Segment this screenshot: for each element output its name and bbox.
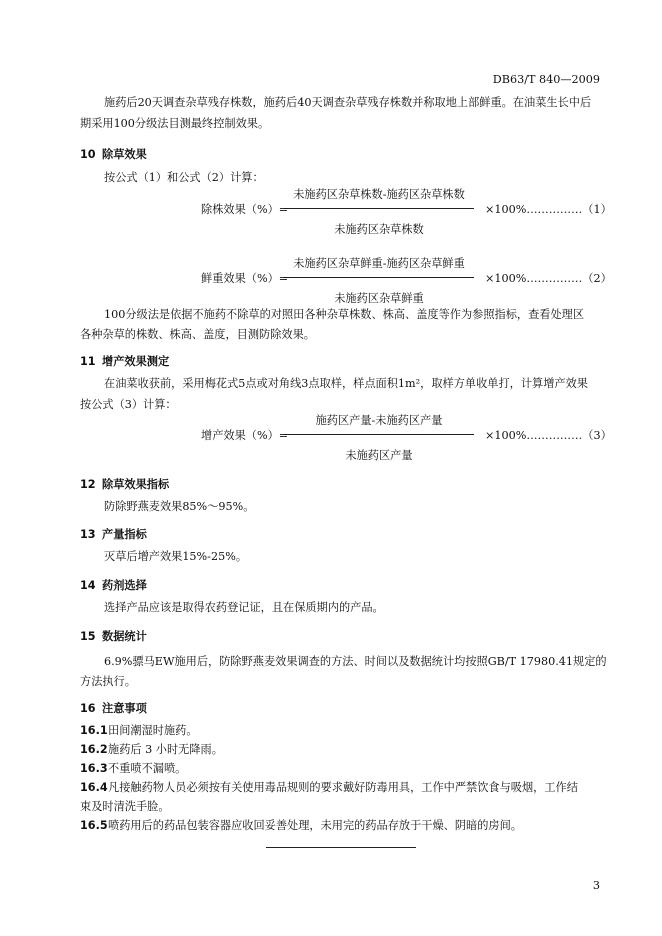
f2-label: 鲜重效果（%）= [201, 272, 289, 285]
item-number: 16.4 [80, 781, 108, 794]
section-title: 增产效果测定 [102, 355, 170, 368]
f1-tail: ×100%……………（1） [485, 203, 612, 216]
section-heading-15 [80, 628, 147, 644]
section-heading-14 [80, 577, 147, 593]
list-item [80, 816, 522, 836]
section-title: 数据统计 [102, 630, 147, 643]
section-number: 11 [80, 355, 96, 368]
list-item [80, 778, 578, 798]
section-heading-13 [80, 526, 147, 542]
section-number: 14 [80, 579, 96, 592]
f3-fraction-bar [284, 434, 474, 435]
f2-numerator: 未施药区杂草鲜重-施药区杂草鲜重 [293, 257, 465, 270]
item-text: 喷药用后的药品包装容器应收回妥善处理，未用完的药品存放于干燥、阴暗的房间。 [108, 819, 522, 832]
section-title: 除草效果 [102, 148, 147, 161]
section-number: 10 [80, 148, 96, 161]
section-title: 产量指标 [102, 528, 147, 541]
item-number: 16.2 [80, 743, 108, 756]
item-text: 田间潮湿时施药。 [108, 724, 198, 737]
section-number: 16 [80, 702, 96, 715]
item-text: 施药后 3 小时无降雨。 [108, 743, 223, 756]
f3-denominator: 未施药区产量 [345, 449, 413, 462]
f1-numerator: 未施药区杂草株数-施药区杂草株数 [293, 188, 465, 201]
section-heading-11 [80, 353, 169, 369]
f3-label: 增产效果（%）= [201, 429, 289, 442]
f2-tail: ×100%……………（2） [485, 272, 612, 285]
s14-text: 选择产品应该是取得农药登记证，且在保质期内的产品。 [104, 601, 384, 614]
f2-fraction-bar [284, 277, 474, 278]
s11-para-line-2: 按公式（3）计算： [80, 398, 177, 411]
f1-label: 除株效果（%）= [201, 203, 289, 216]
intro-line-1: 施药后20天调查杂草残存株数，施药后40天调查杂草残存株数并称取地上部鲜重。在油菜生长中后 [104, 96, 592, 109]
s10-para-line-1: 100分级法是依据不施药不除草的对照田各种杂草株数、株高、盖度等作为参照指标，查看处理区 [104, 308, 585, 321]
section-heading-10 [80, 146, 147, 162]
f3-numerator: 施药区产量-未施药区产量 [315, 414, 443, 427]
intro-line-2: 期采用100分级法目测最终控制效果。 [80, 117, 270, 130]
s12-text: 防除野燕麦效果85%～95%。 [104, 500, 255, 513]
f2-denominator: 未施药区杂草鲜重 [334, 292, 424, 305]
document-id: DB63/T 840—2009 [492, 73, 600, 86]
item-number: 16.5 [80, 819, 108, 832]
list-item-continuation: 束及时清洗手脸。 [80, 800, 170, 813]
end-rule [266, 847, 416, 848]
s10-intro: 按公式（1）和公式（2）计算： [104, 171, 264, 184]
f3-tail: ×100%……………（3） [485, 429, 612, 442]
section-number: 15 [80, 630, 96, 643]
section-title: 除草效果指标 [102, 478, 170, 491]
list-item [80, 721, 198, 741]
page-number: 3 [592, 879, 600, 892]
section-title: 注意事项 [102, 702, 147, 715]
section-heading-12 [80, 476, 169, 492]
item-number: 16.1 [80, 724, 108, 737]
s10-para-line-2: 各种杂草的株数、株高、盖度，目测防除效果。 [80, 328, 315, 341]
list-item [80, 740, 223, 760]
s13-text: 灭草后增产效果15%-25%。 [104, 550, 248, 563]
s15-line-1: 6.9%骠马EW施用后，防除野燕麦效果调查的方法、时间以及数据统计均按照GB/T 17980.41规定的 [104, 655, 607, 668]
section-title: 药剂选择 [102, 579, 147, 592]
item-text: 凡接触药物人员必须按有关使用毒品规则的要求戴好防毒用具，工作中严禁饮食与吸烟，工作结 [108, 781, 578, 794]
f1-fraction-bar [284, 208, 474, 209]
f1-denominator: 未施药区杂草株数 [334, 223, 424, 236]
item-number: 16.3 [80, 762, 108, 775]
s11-para-line-1: 在油菜收获前，采用梅花式5点或对角线3点取样，样点面积1m²，取样方单收单打，计算增产效果 [104, 377, 588, 390]
s15-line-2: 方法执行。 [80, 675, 136, 688]
section-heading-16 [80, 700, 147, 716]
item-text: 不重喷不漏喷。 [108, 762, 187, 775]
list-item [80, 759, 186, 779]
section-number: 12 [80, 478, 96, 491]
section-number: 13 [80, 528, 96, 541]
